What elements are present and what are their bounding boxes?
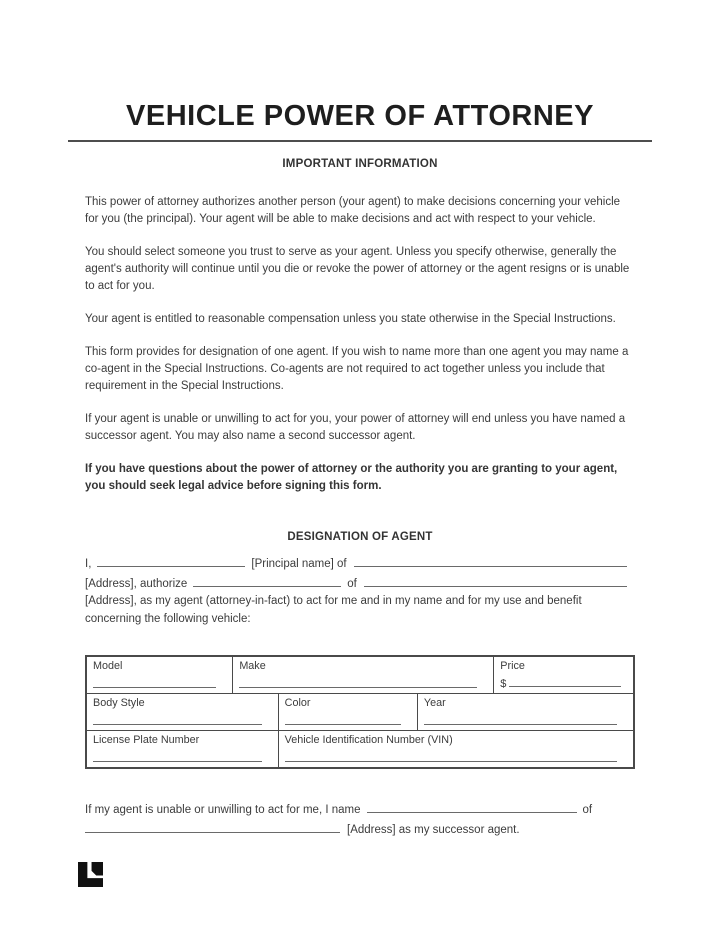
dollar-sign: $ [500,678,507,690]
year-input-line[interactable] [424,724,617,725]
successor-address-row [85,820,635,840]
table-row [87,693,633,730]
vin-label: Vehicle Identification Number (VIN) [284,734,453,746]
table-row [87,657,633,693]
license-plate-cell [87,731,279,767]
paragraph-legal-advice-notice: If you have questions about the power of attorney or the authority you are granting to your agent, you should seek legal advice before signing this form. [85,463,618,492]
price-input-line[interactable] [509,676,621,687]
principal-name-row [85,554,635,574]
vehicle-details-table [85,655,635,769]
paragraph-successor-agent: If your agent is unable or unwilling to act for you, your power of attorney will end unless you have named a successor agent. You may also name a second successor agent. [85,413,626,442]
successor-name-input-line[interactable] [367,800,577,813]
price-label: Price [500,660,525,672]
designation-of-agent-section [85,554,635,628]
principal-address-input-line[interactable] [354,554,627,567]
successor-line2-suffix: [Address] as my successor agent. [347,824,520,836]
paragraph-compensation: Your agent is entitled to reasonable compensation unless you state otherwise in the Special Instructions. [85,313,616,325]
successor-agent-section [85,800,635,840]
line2-mid: of [347,577,357,590]
body-style-label: Body Style [93,697,145,709]
paragraph-authorization: This power of attorney authorizes another person (your agent) to make decisions concerning your vehicle for you (the principal). Your agent will be able to make decisions and act with respect to your vehicle. [85,196,621,225]
license-plate-label: License Plate Number [93,734,200,746]
line1-mid: [Principal name] of [251,558,347,570]
legal-templates-logo-icon [78,861,103,888]
successor-address-input-line[interactable] [85,820,340,833]
agent-name-input-line[interactable] [193,574,341,587]
agent-powers-text: [Address], as my agent (attorney-in-fact) to act for me and in my name and for my use and benefit concerning the following vehicle: [85,595,582,625]
title-rule [68,140,652,142]
price-input-group [500,676,621,690]
price-cell [494,657,633,693]
color-cell [279,694,418,730]
important-information-section [85,194,635,495]
agent-address-input-line[interactable] [364,574,627,587]
make-label: Make [239,660,266,672]
make-input-line[interactable] [239,687,477,688]
license-plate-input-line[interactable] [93,761,262,762]
important-information-heading: IMPORTANT INFORMATION [282,158,438,170]
line1-prefix: I, [85,558,92,570]
page-title: VEHICLE POWER OF ATTORNEY [126,100,594,132]
principal-name-input-line[interactable] [97,554,245,567]
body-style-cell [87,694,279,730]
model-cell [87,657,233,693]
vin-input-line[interactable] [285,761,617,762]
successor-line1-suffix: of [582,804,593,816]
body-style-input-line[interactable] [93,724,262,725]
vin-cell [279,731,633,767]
successor-line1-prefix: If my agent is unable or unwilling to act for me, I name [85,804,361,816]
color-label: Color [284,697,311,709]
table-row [87,730,633,767]
make-cell [233,657,494,693]
agent-name-row [85,574,635,594]
year-label: Year [423,697,446,709]
year-cell [418,694,633,730]
model-label: Model [93,660,123,672]
paragraph-agent-selection: You should select someone you trust to serve as your agent. Unless you specify otherwise, generally the agent's authority will continue until you die or revoke the power of attorney or the agent resigns or is unable to act for you. [85,246,630,292]
paragraph-co-agents: This form provides for designation of one agent. If you wish to name more than one agent you may name a co-agent in the Special Instructions. Co-agents are not required to act together unless you include that requirement in the Special Instructions. [85,346,629,392]
designation-of-agent-heading: DESIGNATION OF AGENT [287,531,433,543]
model-input-line[interactable] [93,687,216,688]
line2-prefix: [Address], authorize [85,577,188,590]
successor-name-row [85,800,635,820]
color-input-line[interactable] [285,724,401,725]
